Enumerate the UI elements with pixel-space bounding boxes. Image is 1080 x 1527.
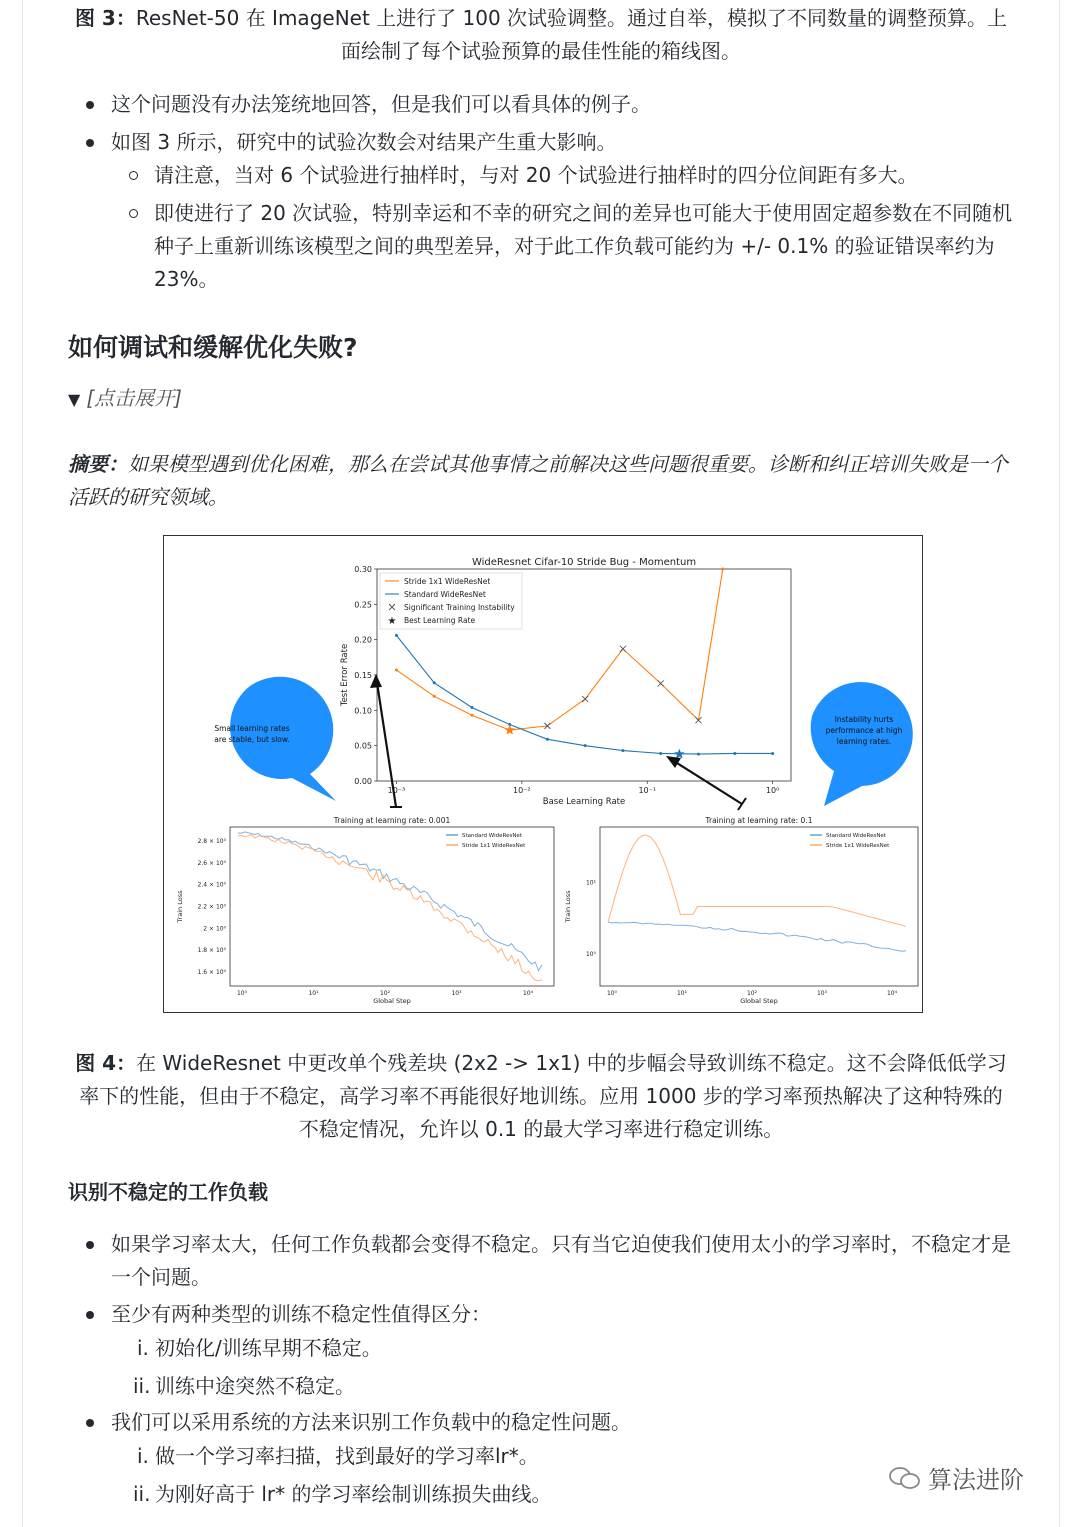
abstract bbox=[68, 448, 1018, 514]
legend-label: Standard WideResNet bbox=[404, 590, 486, 599]
data-point bbox=[621, 749, 624, 752]
x-tick-label: 10⁻² bbox=[513, 786, 531, 795]
x-axis-label: Base Learning Rate bbox=[542, 797, 626, 807]
figure-3-label: 图 3： bbox=[74, 6, 136, 30]
triangle-down-icon: ▼ bbox=[68, 390, 81, 409]
subplot-x-tick: 10⁴ bbox=[522, 990, 534, 997]
expand-label: [点击展开] bbox=[86, 386, 182, 410]
figure-3-caption bbox=[73, 2, 1009, 68]
figure-4 bbox=[163, 535, 923, 1013]
subplot-title: Training at learning rate: 0.001 bbox=[333, 816, 451, 825]
roman-number: i. bbox=[137, 1336, 149, 1360]
subplot-y-tick: 10¹ bbox=[585, 879, 596, 887]
roman-number: i. bbox=[137, 1444, 149, 1468]
y-tick-label: 0.10 bbox=[354, 706, 372, 716]
sub-bullet-item bbox=[154, 159, 1024, 192]
y-tick-label: 0.00 bbox=[354, 777, 372, 786]
subplot-y-tick: 2 × 10⁰ bbox=[203, 925, 226, 933]
subplot-y-tick: 2.2 × 10⁰ bbox=[197, 903, 226, 911]
figure-4-caption bbox=[73, 1047, 1009, 1146]
subplot-x-tick: 10¹ bbox=[676, 990, 688, 997]
subplot-y-tick: 2.8 × 10⁰ bbox=[197, 838, 226, 845]
arrow-right-tail bbox=[738, 798, 746, 810]
section-title: 如何调试和缓解优化失败? bbox=[68, 333, 358, 362]
figure-3-text: ResNet-50 在 ImageNet 上进行了 100 次试验调整。通过自举，模拟了不同数量的调整预算。上面绘制了每个试验预算的最佳性能的箱线图。 bbox=[135, 6, 1008, 63]
data-point bbox=[584, 744, 587, 747]
subplot-y-tick: 10⁰ bbox=[585, 951, 596, 959]
right-bubble-text: performance at high bbox=[825, 726, 903, 735]
bullet-text: 如果学习率太大，任何工作负载都会变得不稳定。只有当它迫使我们使用太小的学习率时，不稳定才是一个问题。 bbox=[111, 1232, 1011, 1289]
bullet-item bbox=[111, 1406, 1021, 1439]
subplot-x-tick: 10³ bbox=[451, 990, 462, 997]
figure-4-text: 在 WideResnet 中更改单个残差块 (2x2 -> 1x1) 中的步幅会导致训练不稳定。这不会降低低学习率下的性能，但由于不稳定，高学习率不再能很好地训练。应用 1000 步的学习率预热解决了这种特殊的不稳定情况，允许以 0.1 的最大学习率进行稳定训练。 bbox=[79, 1051, 1007, 1141]
subplot-title: Training at learning rate: 0.1 bbox=[705, 816, 813, 825]
roman-text: 做一个学习率扫描，找到最好的学习率lr*。 bbox=[155, 1444, 539, 1468]
bullet-item bbox=[111, 126, 1011, 159]
subsection-title: 识别不稳定的工作负载 bbox=[68, 1180, 268, 1204]
data-point bbox=[546, 738, 549, 741]
subplot-x-tick: 10⁰ bbox=[606, 990, 618, 997]
subplot-x-label: Global Step bbox=[373, 997, 411, 1005]
bullet-text: 我们可以采用系统的方法来识别工作负载中的稳定性问题。 bbox=[111, 1410, 631, 1434]
watermark-text: 算法进阶 bbox=[928, 1466, 1024, 1494]
bullet-item bbox=[111, 1298, 1021, 1331]
legend-label: Best Learning Rate bbox=[404, 616, 476, 625]
data-point bbox=[433, 695, 436, 698]
main-chart-title: WideResnet Cifar-10 Stride Bug - Momentum bbox=[471, 557, 697, 568]
watermark bbox=[888, 1460, 1024, 1495]
data-point bbox=[771, 752, 774, 755]
subplot-legend-label: Stride 1x1 WideResNet bbox=[462, 843, 526, 849]
subplot-x-tick: 10² bbox=[746, 990, 758, 997]
roman-item bbox=[137, 1440, 539, 1473]
sub-bullet-text: 即使进行了 20 次试验，特别幸运和不幸的研究之间的差异也可能大于使用固定超参数在不同随机种子上重新训练该模型之间的典型差异，对于此工作负载可能约为 +/- 0.1% 的验证错误率约为 23%。 bbox=[154, 201, 1013, 291]
subplot-x-tick: 10² bbox=[379, 990, 391, 997]
y-tick-label: 0.05 bbox=[354, 741, 372, 751]
subplot-y-label: Train Loss bbox=[176, 890, 184, 923]
data-point bbox=[470, 714, 473, 717]
sub-bullet-text: 请注意，当对 6 个试验进行抽样时，与对 20 个试验进行抽样时的四分位间距有多大。 bbox=[154, 163, 918, 187]
subplot-x-tick: 10¹ bbox=[308, 990, 319, 997]
subplot-legend-label: Stride 1x1 WideResNet bbox=[826, 843, 890, 849]
roman-item bbox=[133, 1478, 552, 1511]
x-tick-label: 10⁻³ bbox=[387, 786, 406, 795]
data-point bbox=[721, 568, 724, 571]
y-tick-label: 0.15 bbox=[354, 671, 372, 680]
data-point bbox=[733, 752, 736, 755]
bullet-item bbox=[111, 1228, 1021, 1294]
legend-label: Stride 1x1 WideResNet bbox=[404, 577, 491, 586]
data-point bbox=[395, 634, 398, 637]
document-page bbox=[22, 0, 1060, 1527]
subplot-frame bbox=[230, 827, 554, 986]
legend-swatch: ★ bbox=[387, 616, 397, 627]
figure-4-label: 图 4： bbox=[75, 1051, 137, 1075]
left-bubble-text-2: are stable, but slow. bbox=[214, 735, 290, 744]
subplot-x-tick: 10³ bbox=[816, 990, 828, 997]
data-point bbox=[697, 753, 700, 756]
right-bubble-text: learning rates. bbox=[836, 737, 892, 746]
roman-text: 为刚好高于 lr* 的学习率绘制训练损失曲线。 bbox=[155, 1482, 552, 1506]
legend-label: Significant Training Instability bbox=[404, 603, 515, 612]
abstract-text: 如果模型遇到优化困难，那么在尝试其他事情之前解决这些问题很重要。诊断和纠正培训失败是一个活跃的研究领域。 bbox=[68, 452, 1008, 509]
roman-text: 初始化/训练早期不稳定。 bbox=[155, 1336, 382, 1360]
sub-bullet-item bbox=[154, 197, 1024, 296]
y-tick-label: 0.20 bbox=[354, 635, 372, 645]
subplot-y-tick: 1.8 × 10⁰ bbox=[197, 947, 226, 955]
data-point bbox=[470, 706, 473, 709]
subplot-x-label: Global Step bbox=[740, 997, 778, 1005]
bullet-text: 至少有两种类型的训练不稳定性值得区分： bbox=[111, 1302, 491, 1326]
subplot-y-label: Train Loss bbox=[564, 890, 572, 923]
data-point bbox=[433, 681, 436, 684]
subplot-x-tick: 10⁴ bbox=[886, 990, 898, 997]
subplot-y-tick: 2.6 × 10⁰ bbox=[197, 859, 226, 867]
y-tick-label: 0.30 bbox=[354, 565, 372, 574]
expand-toggle[interactable] bbox=[68, 382, 182, 411]
data-point bbox=[659, 752, 662, 755]
abstract-label: 摘要： bbox=[68, 452, 128, 476]
right-bubble-text: Instability hurts bbox=[834, 715, 894, 724]
data-point bbox=[395, 669, 398, 672]
roman-number: ii. bbox=[133, 1374, 151, 1398]
bullet-text: 如图 3 所示，研究中的试验次数会对结果产生重大影响。 bbox=[111, 130, 617, 154]
y-tick-label: 0.25 bbox=[354, 600, 372, 610]
bullet-text: 这个问题没有办法笼统地回答，但是我们可以看具体的例子。 bbox=[111, 92, 651, 116]
left-bubble-text-1: Small learning rates bbox=[214, 724, 290, 733]
wechat-icon bbox=[888, 1465, 922, 1491]
subplot-x-tick: 10⁰ bbox=[236, 990, 248, 997]
subplot-legend-label: Standard WideResNet bbox=[462, 833, 522, 839]
subplot-legend-label: Standard WideResNet bbox=[826, 833, 886, 839]
roman-number: ii. bbox=[133, 1482, 151, 1506]
roman-text: 训练中途突然不稳定。 bbox=[155, 1374, 355, 1398]
subplot-y-tick: 1.6 × 10⁰ bbox=[197, 969, 226, 976]
x-tick-label: 10⁰ bbox=[765, 786, 780, 795]
roman-item bbox=[133, 1370, 355, 1403]
subplot-y-tick: 2.4 × 10⁰ bbox=[197, 881, 226, 889]
x-tick-label: 10⁻¹ bbox=[638, 786, 657, 795]
bullet-item bbox=[111, 88, 1011, 121]
roman-item bbox=[137, 1332, 382, 1365]
figure-4-chart bbox=[164, 536, 922, 1012]
y-axis-label: Test Error Rate bbox=[340, 643, 350, 707]
